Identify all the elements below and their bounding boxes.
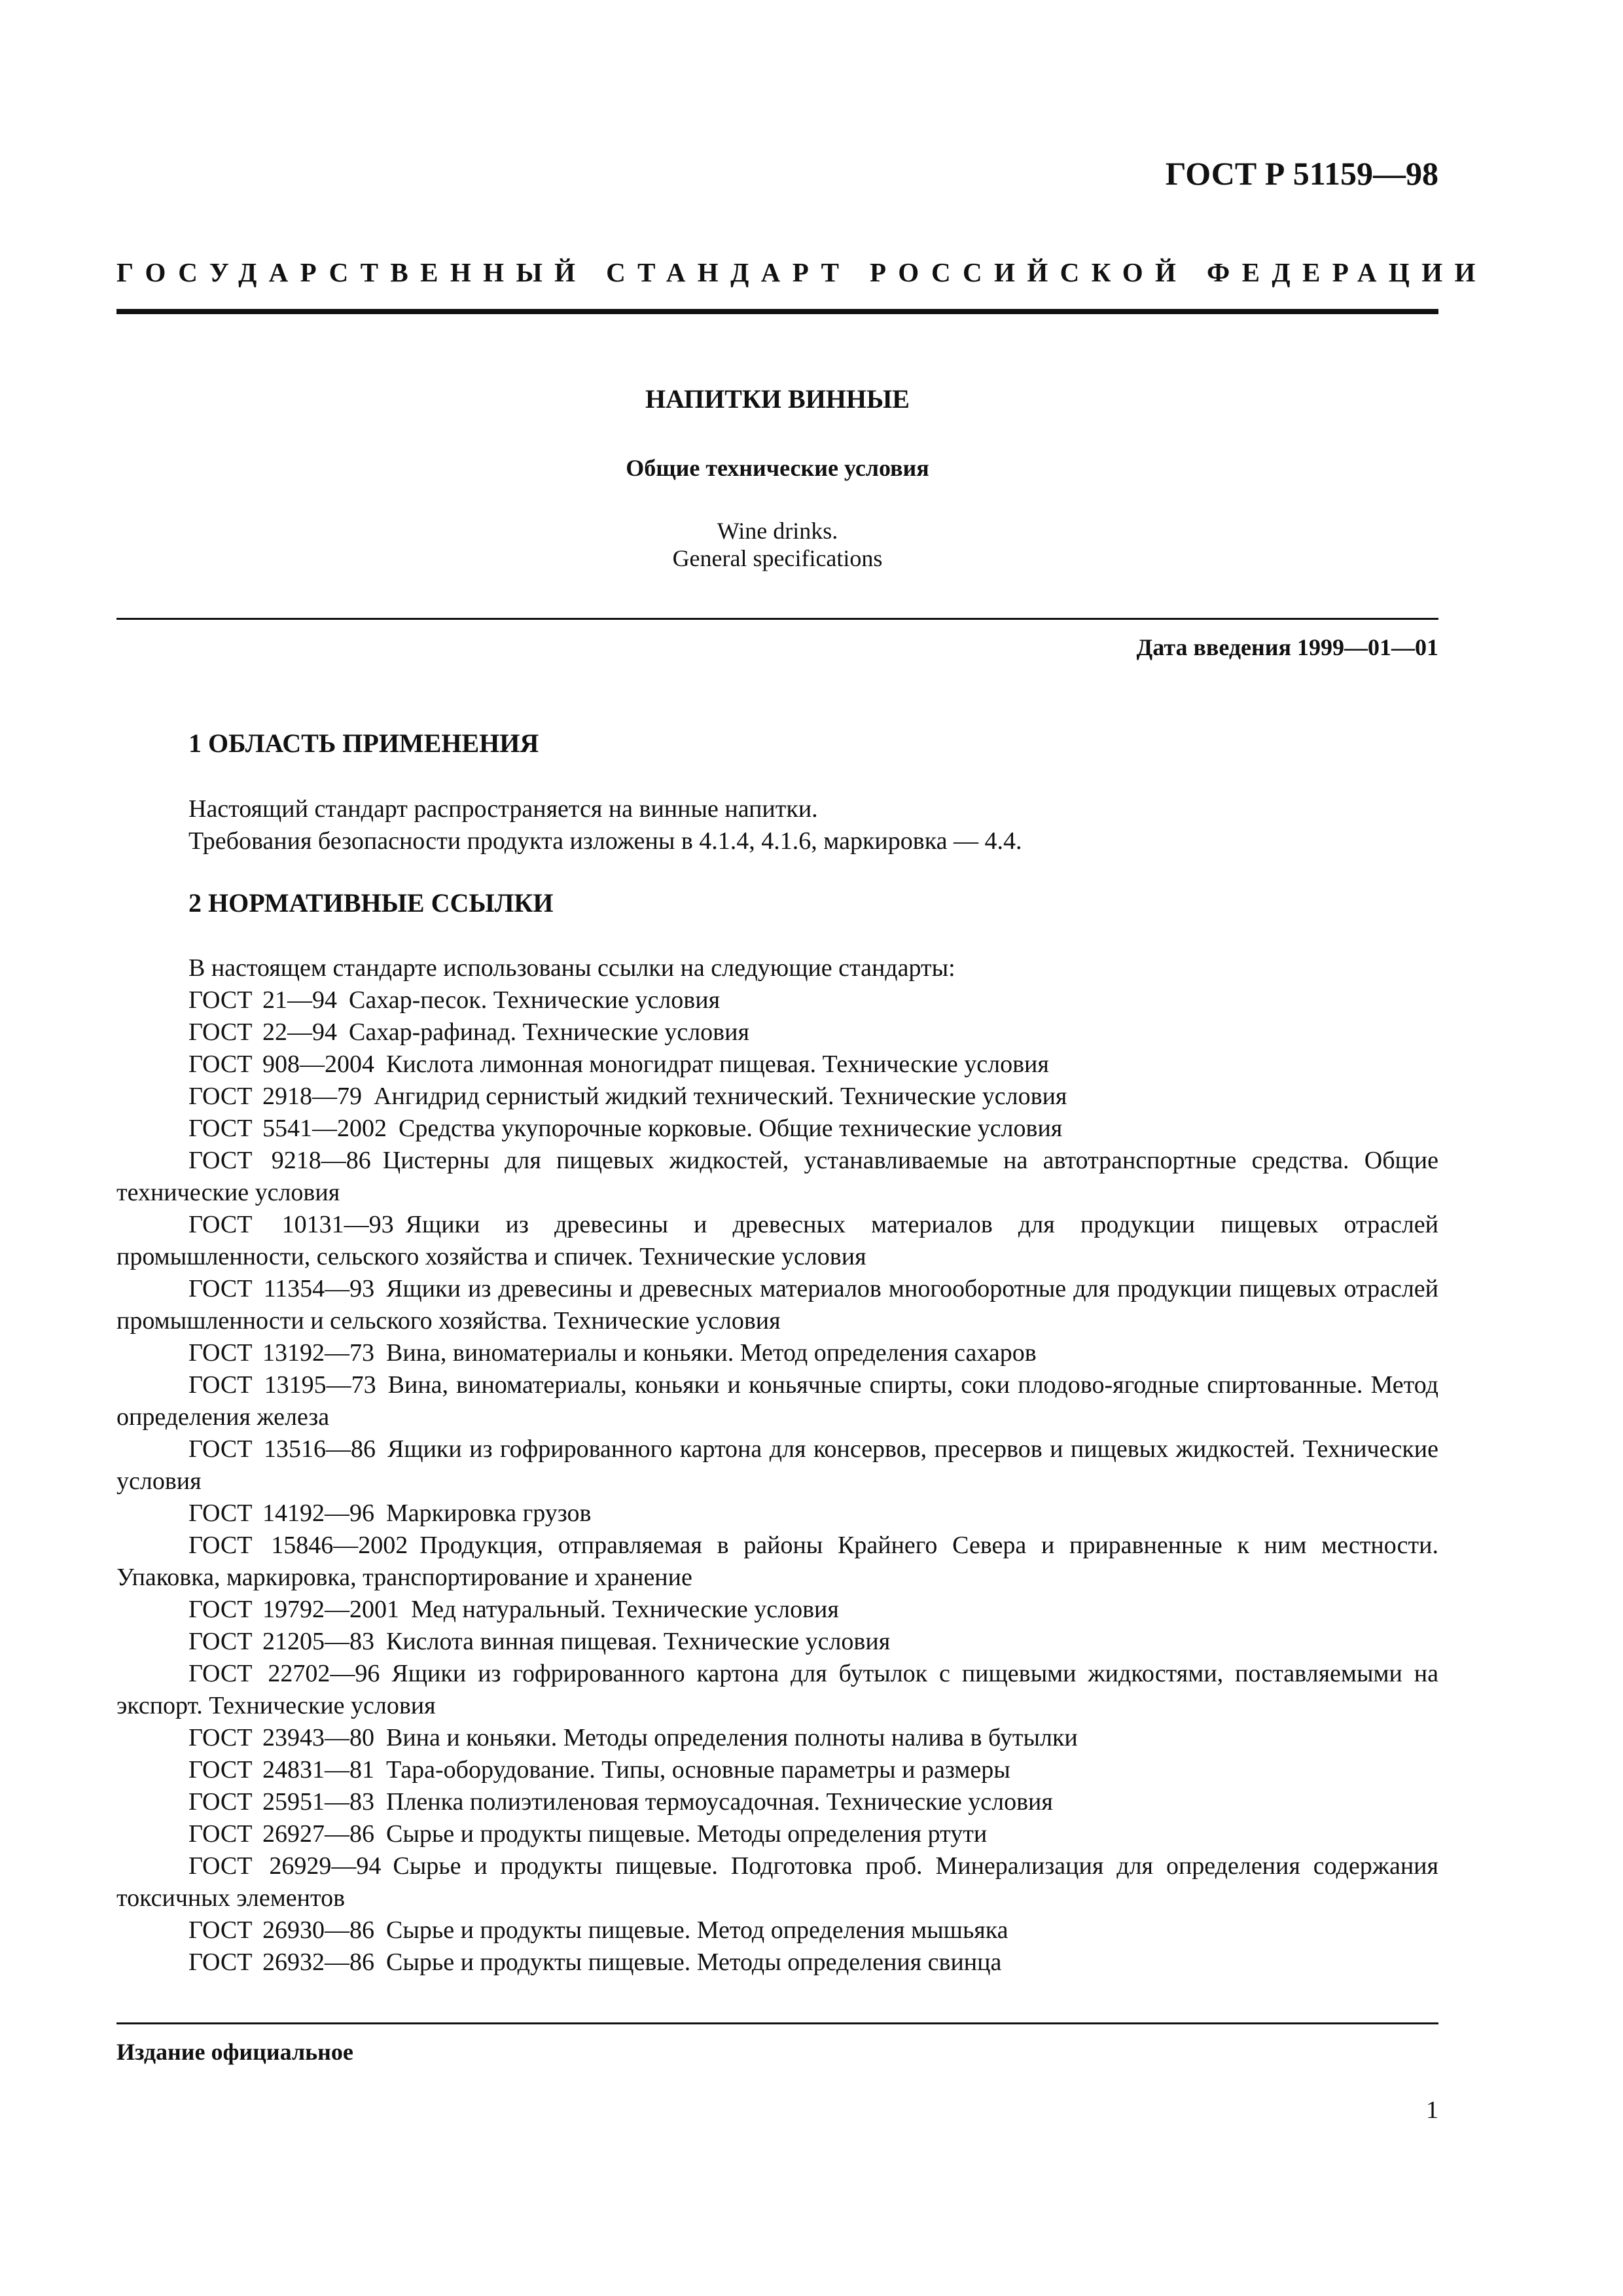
reference-code: ГОСТ 21—94 (188, 986, 337, 1014)
normative-references (116, 952, 1438, 1979)
reference-item (116, 1016, 1438, 1049)
edition-label: Издание официальное (116, 2039, 353, 2065)
reference-title: Средства укупорочные корковые. Общие технические условия (399, 1115, 1063, 1142)
reference-title: Кислота лимонная моногидрат пищевая. Технические условия (386, 1050, 1049, 1078)
reference-item (116, 1594, 1438, 1626)
references-list (116, 984, 1438, 1979)
reference-item (116, 1113, 1438, 1145)
reference-title: Тара-оборудование. Типы, основные параметры и размеры (386, 1756, 1010, 1784)
reference-title: Мед натуральный. Технические условия (411, 1596, 839, 1623)
reference-title: Вина, виноматериалы и коньяки. Метод определения сахаров (386, 1339, 1037, 1367)
reference-code: ГОСТ 22702—96 (188, 1660, 380, 1687)
reference-item (116, 984, 1438, 1016)
reference-code: ГОСТ 5541—2002 (188, 1115, 387, 1142)
reference-item (116, 1530, 1438, 1594)
reference-item (116, 1049, 1438, 1081)
reference-item (116, 1626, 1438, 1658)
standard-header: ГОСУДАРСТВЕННЫЙ СТАНДАРТ РОССИЙСКОЙ ФЕДЕРАЦИИ (116, 257, 1488, 287)
reference-code: ГОСТ 25951—83 (188, 1788, 374, 1816)
reference-title: Вина, виноматериалы, коньяки и коньячные спирты, соки плодово-ягодные спиртованные. Метод определения железа (116, 1371, 1438, 1431)
reference-code: ГОСТ 908—2004 (188, 1050, 374, 1078)
reference-item (116, 1946, 1438, 1979)
reference-item (116, 1337, 1438, 1369)
reference-item (116, 1433, 1438, 1498)
reference-item (116, 1273, 1438, 1337)
reference-title: Маркировка грузов (386, 1499, 592, 1527)
reference-code: ГОСТ 13195—73 (188, 1371, 376, 1399)
references-intro: В настоящем стандарте использованы ссылки на следующие стандарты: (188, 954, 955, 982)
reference-item (116, 1369, 1438, 1433)
reference-title: Продукция, отправляемая в районы Крайнего Севера и приравненные к ним местности. Упаковка, маркировка, транспортирование и хранение (116, 1532, 1438, 1591)
reference-code: ГОСТ 26929—94 (188, 1852, 382, 1880)
introduction-date: Дата введения 1999—01—01 (1136, 634, 1438, 660)
reference-code: ГОСТ 9218—86 (188, 1147, 371, 1174)
reference-title: Пленка полиэтиленовая термоусадочная. Технические условия (386, 1788, 1053, 1816)
reference-code: ГОСТ 26930—86 (188, 1916, 374, 1944)
reference-code: ГОСТ 10131—93 (188, 1211, 394, 1238)
reference-code: ГОСТ 19792—2001 (188, 1596, 399, 1623)
reference-item (116, 1722, 1438, 1754)
reference-code: ГОСТ 26932—86 (188, 1948, 374, 1976)
document-code: ГОСТ Р 51159—98 (1165, 155, 1438, 192)
reference-title: Ящики из древесины и древесных материалов многооборотные для продукции пищевых отраслей промышленности и сельского хозяйства. Технические условия (116, 1275, 1439, 1335)
reference-item (116, 1914, 1438, 1946)
reference-code: ГОСТ 13516—86 (188, 1435, 376, 1463)
reference-item (116, 1145, 1438, 1209)
reference-title: Сахар-рафинад. Технические условия (349, 1018, 749, 1046)
reference-item (116, 1658, 1438, 1722)
reference-item (116, 1818, 1438, 1850)
english-title-line-2: General specifications (672, 545, 883, 571)
section-2-heading: 2 НОРМАТИВНЫЕ ССЫЛКИ (188, 888, 554, 918)
footer-divider (116, 2022, 1438, 2024)
reference-title: Ящики из древесины и древесных материалов для продукции пищевых отраслей промышленности, сельского хозяйства и спичек. Технические условия (116, 1211, 1438, 1270)
reference-title: Сырье и продукты пищевые. Методы определения ртути (386, 1820, 988, 1848)
reference-item (116, 1081, 1438, 1113)
reference-code: ГОСТ 26927—86 (188, 1820, 374, 1848)
reference-title: Кислота винная пищевая. Технические условия (386, 1628, 891, 1655)
document-title: НАПИТКИ ВИННЫЕ (645, 384, 910, 414)
reference-code: ГОСТ 24831—81 (188, 1756, 374, 1784)
reference-title: Сырье и продукты пищевые. Методы определения свинца (386, 1948, 1002, 1976)
scope-paragraph-1: Настоящий стандарт распространяется на винные напитки. (188, 795, 818, 823)
reference-code: ГОСТ 13192—73 (188, 1339, 374, 1367)
english-title-line-1: Wine drinks. (717, 518, 838, 544)
reference-item (116, 1209, 1438, 1273)
reference-code: ГОСТ 11354—93 (188, 1275, 375, 1302)
reference-title: Ящики из гофрированного картона для бутылок с пищевыми жидкостями, поставляемыми на экспорт. Технические условия (116, 1660, 1438, 1719)
header-divider (116, 309, 1438, 314)
reference-title: Сырье и продукты пищевые. Метод определения мышьяка (386, 1916, 1008, 1944)
reference-code: ГОСТ 2918—79 (188, 1083, 362, 1110)
reference-code: ГОСТ 22—94 (188, 1018, 337, 1046)
document-subtitle: Общие технические условия (626, 455, 929, 481)
title-divider (116, 618, 1438, 620)
reference-code: ГОСТ 15846—2002 (188, 1532, 408, 1559)
reference-title: Цистерны для пищевых жидкостей, устанавливаемые на автотранспортные средства. Общие технические условия (116, 1147, 1438, 1206)
reference-item (116, 1754, 1438, 1786)
reference-title: Сахар-песок. Технические условия (349, 986, 721, 1014)
reference-title: Вина и коньяки. Методы определения полноты налива в бутылки (386, 1724, 1078, 1751)
reference-code: ГОСТ 23943—80 (188, 1724, 374, 1751)
reference-item (116, 1786, 1438, 1818)
reference-code: ГОСТ 14192—96 (188, 1499, 374, 1527)
scope-section (116, 793, 1438, 857)
reference-title: Ангидрид сернистый жидкий технический. Технические условия (374, 1083, 1067, 1110)
reference-item (116, 1498, 1438, 1530)
reference-item (116, 1850, 1438, 1914)
section-1-heading: 1 ОБЛАСТЬ ПРИМЕНЕНИЯ (188, 728, 539, 758)
scope-paragraph-2: Требования безопасности продукта изложены в 4.1.4, 4.1.6, маркировка — 4.4. (188, 827, 1022, 855)
page-number: 1 (1426, 2096, 1438, 2124)
reference-title: Сырье и продукты пищевые. Подготовка проб. Минерализация для определения содержания токсичных элементов (116, 1852, 1438, 1912)
reference-title: Ящики из гофрированного картона для консервов, пресервов и пищевых жидкостей. Технические условия (116, 1435, 1438, 1495)
reference-code: ГОСТ 21205—83 (188, 1628, 374, 1655)
